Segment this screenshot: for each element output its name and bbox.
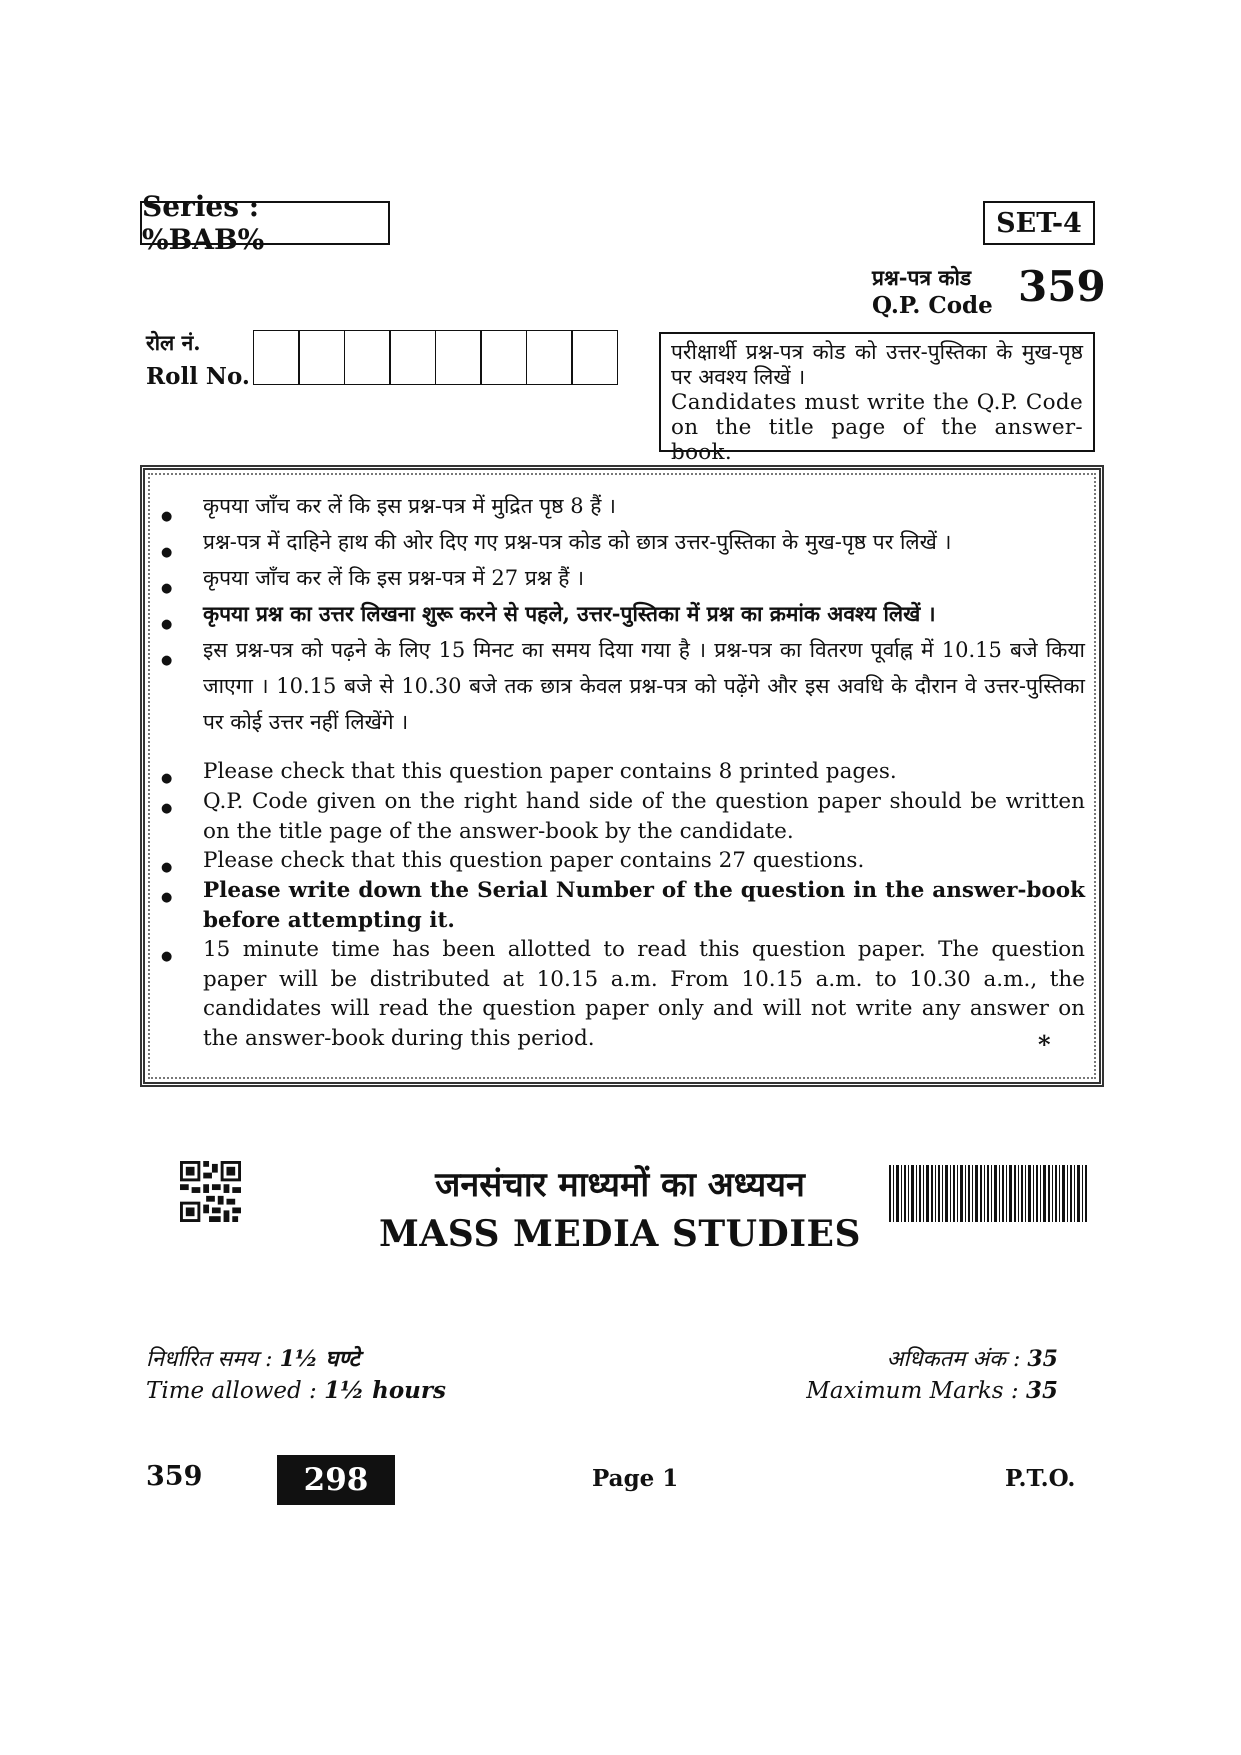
time-label-hindi: निर्धारित समय : [146,1347,273,1372]
instruction-english-5: ● 15 minute time has been allotted to read this question paper. The question paper will be distributed at 10.15 a.m. From 10.15 a.m. to 10.30 a.m., the candidates will read the question paper only and will not write any answer on the answer-book during this period. [203,935,1085,1053]
qp-note-english: Candidates must write the Q.P. Code on the title page of the answer-book. [671,390,1083,465]
barcode-icon [889,1165,1089,1222]
time-label-english: Time allowed : [146,1378,317,1404]
pto-label: P.T.O. [1005,1465,1076,1492]
footer-qp-code: 359 [146,1461,203,1492]
qp-code-label-hindi: प्रश्न-पत्र कोड [872,265,972,290]
subject-title-english: MASS MEDIA STUDIES [378,1213,861,1255]
roll-digit-box[interactable] [571,330,618,385]
qr-code-icon [180,1161,241,1222]
max-marks-english [790,1377,1058,1404]
roll-digit-box[interactable] [253,330,300,385]
series-label: Series : %BAB% [140,201,390,245]
set-label: SET-4 [983,201,1095,245]
max-marks-hindi [800,1343,1058,1373]
qp-code-note [659,332,1095,465]
marks-value-hindi: 35 [1027,1346,1058,1372]
marks-label-hindi: अधिकतम अंक : [886,1347,1021,1372]
time-allowed-hindi [146,1343,360,1373]
instruction-hindi-4: ● कृपया प्रश्न का उत्तर लिखना शुरू करने से पहले, उत्तर-पुस्तिका में प्रश्न का क्रमांक अवश्य लिखें । [203,596,1085,632]
marks-value-english: 35 [1025,1377,1058,1404]
roll-label-english: Roll No. [146,363,250,390]
footer-badge: 298 [277,1455,395,1505]
roll-label-hindi: रोल नं. [146,330,201,355]
instruction-english-4: ● Please write down the Serial Number of the question in the answer-book before attempting it. [203,876,1085,935]
instructions-star: * [1038,1030,1051,1059]
time-value-hindi: 1½ घण्टे [279,1346,360,1372]
qp-code-number: 359 [1018,262,1106,311]
roll-digit-box[interactable] [344,330,391,385]
instruction-english-2: ● Q.P. Code given on the right hand side of the question paper should be written on the title page of the answer-book by the candidate. [203,787,1085,846]
time-allowed-english [146,1377,446,1404]
instructions-box [140,465,1104,1087]
instruction-hindi-1: ● कृपया जाँच कर लें कि इस प्रश्न-पत्र में मुद्रित पृष्ठ 8 हैं । [203,488,1085,524]
instruction-english-3: ● Please check that this question paper contains 27 questions. [203,846,1085,876]
qp-code-label-english: Q.P. Code [872,292,993,319]
time-value-english: 1½ hours [324,1377,446,1404]
roll-digit-box[interactable] [435,330,482,385]
roll-digit-box[interactable] [389,330,436,385]
roll-digit-box[interactable] [298,330,345,385]
qp-note-hindi: परीक्षार्थी प्रश्न-पत्र कोड को उत्तर-पुस्तिका के मुख-पृष्ठ पर अवश्य लिखें । [671,340,1083,389]
page-number: Page 1 [592,1465,679,1492]
instruction-hindi-2: ● प्रश्न-पत्र में दाहिने हाथ की ओर दिए गए प्रश्न-पत्र कोड को छात्र उत्तर-पुस्तिका के मुख-पृष्ठ पर लिखें । [203,524,1085,560]
roll-digit-box[interactable] [480,330,527,385]
instruction-english-1: ● Please check that this question paper contains 8 printed pages. [203,757,1085,787]
marks-label-english: Maximum Marks : [806,1378,1019,1404]
instruction-hindi-3: ● कृपया जाँच कर लें कि इस प्रश्न-पत्र में 27 प्रश्न हैं । [203,560,1085,596]
instruction-hindi-5: ● इस प्रश्न-पत्र को पढ़ने के लिए 15 मिनट का समय दिया गया है । प्रश्न-पत्र का वितरण पूर्वाह्न में 10.15 बजे किया जाएगा । 10.15 बजे से 10.30 बजे तक छात्र केवल प्रश्न-पत्र को पढ़ेंगे और इस अवधि के दौरान वे उत्तर-पुस्तिका पर कोई उत्तर नहीं लिखेंगे । [203,632,1085,740]
roll-number-boxes [254,330,618,385]
subject-title-hindi: जनसंचार माध्यमों का अध्ययन [435,1165,805,1205]
roll-digit-box[interactable] [526,330,573,385]
